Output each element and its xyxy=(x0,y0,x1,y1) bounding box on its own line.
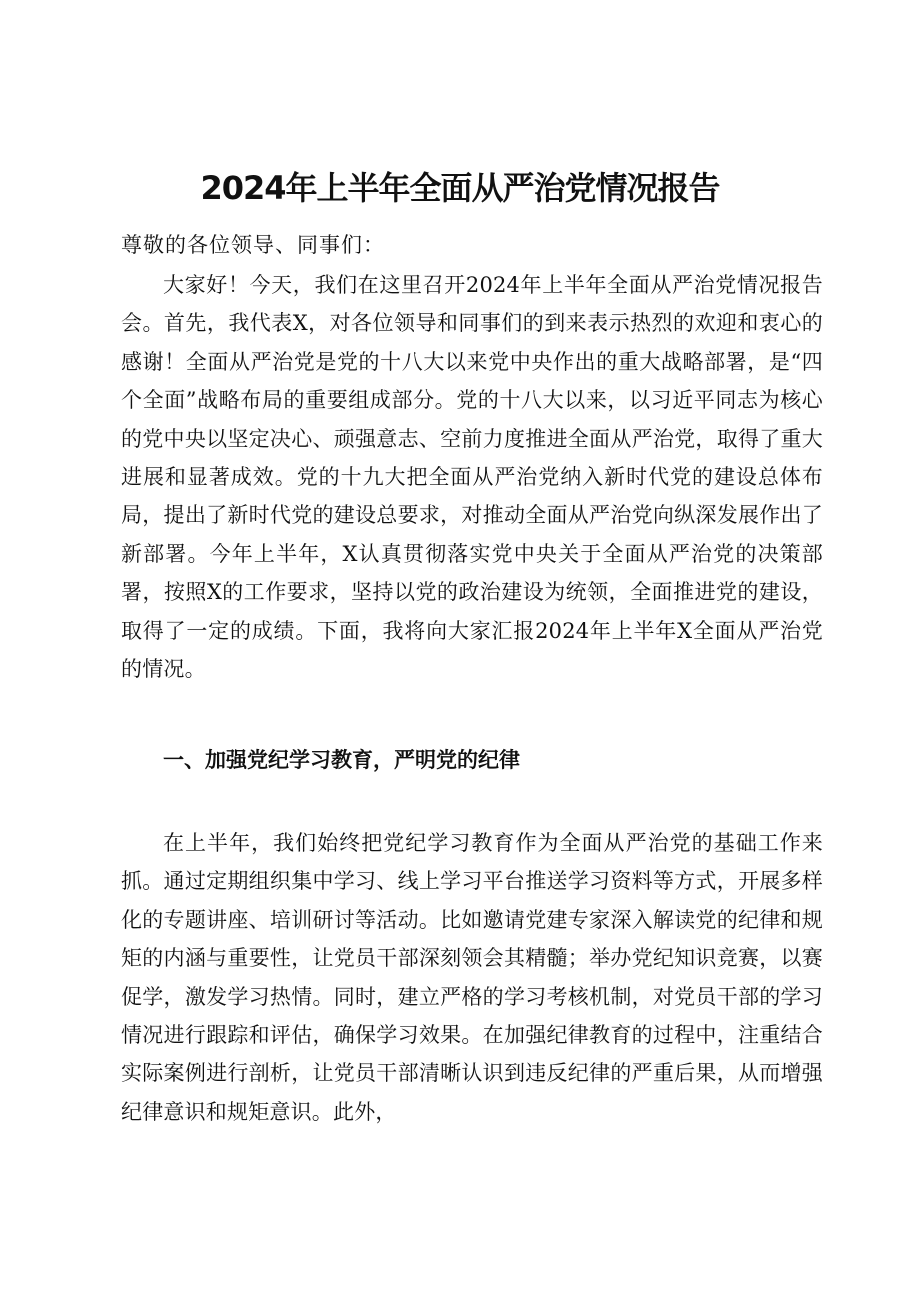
salutation: 尊敬的各位领导、同事们： xyxy=(121,233,385,257)
document-title: 2024年上半年全面从严治党情况报告 xyxy=(200,169,720,207)
section-paragraph: 在上半年，我们始终把党纪学习教育作为全面从严治党的基础工作来抓。通过定期组织集中学习、线上学习平台推送学习资料等方式，开展多样化的专题讲座、培训研讨等活动。比如邀请党建专家深入解读党的纪律和规矩的内涵与重要性，让党员干部深刻领会其精髓；举办党纪知识竞赛，以赛促学，激发学习热情。同时，建立严格的学习考核机制，对党员干部的学习情况进行跟踪和评估，确保学习效果。在加强纪律教育的过程中，注重结合实际案例进行剖析，让党员干部清晰认识到违反纪律的严重后果，从而增强纪律意识和规矩意识。此外， xyxy=(121,831,823,1124)
intro-paragraph: 大家好！今天，我们在这里召开2024年上半年全面从严治党情况报告会。首先，我代表X，对各位领导和同事们的到来表示热烈的欢迎和衷心的感谢！全面从严治党是党的十八大以来党中央作出的重大战略部署，是“四个全面”战略布局的重要组成部分。党的十八大以来，以习近平同志为核心的党中央以坚定决心、顽强意志、空前力度推进全面从严治党，取得了重大进展和显著成效。党的十九大把全面从严治党纳入新时代党的建设总体布局，提出了新时代党的建设总要求，对推动全面从严治党向纵深发展作出了新部署。今年上半年，X认真贯彻落实党中央关于全面从严治党的决策部署，按照X的工作要求，坚持以党的政治建设为统领，全面推进党的建设，取得了一定的成绩。下面，我将向大家汇报2024年上半年X全面从严治党的情况。 xyxy=(121,273,823,682)
section-heading: 一、加强党纪学习教育，严明党的纪律 xyxy=(163,748,520,772)
